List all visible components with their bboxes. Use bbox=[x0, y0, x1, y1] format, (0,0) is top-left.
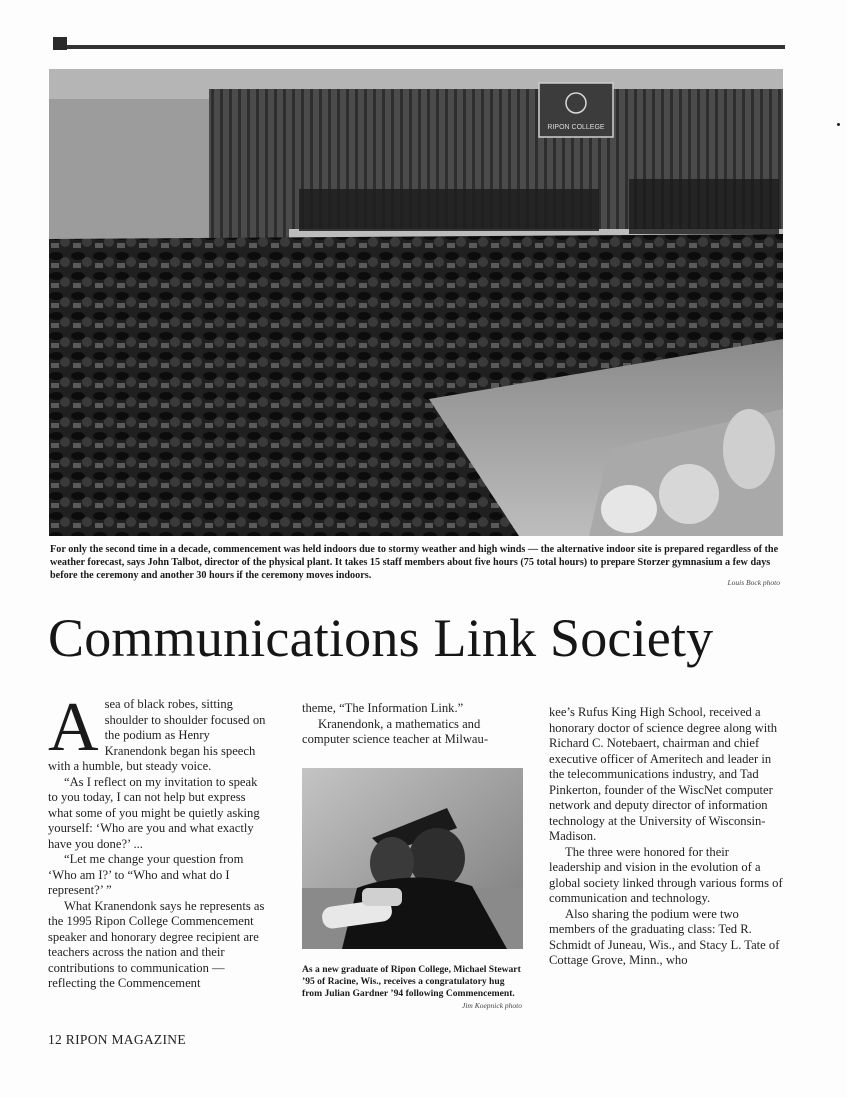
paragraph: Also sharing the podium were two members of the graduating class: Ted R. Schmidt of Juneau, Wis., and Stacy L. Tate of Cottage Grove, Minn., who bbox=[549, 906, 780, 967]
graduate-hug-photo bbox=[302, 768, 523, 949]
page-speck bbox=[837, 123, 840, 126]
paragraph: “Let me change your question from ‘Who am I?’ to “Who and what do I represent?’ ” bbox=[48, 852, 244, 897]
paragraph: The three were honored for their leadership and vision in the evolution of a global society linked through various forms of communication and technology. bbox=[549, 844, 783, 905]
article-headline: Communications Link Society bbox=[48, 608, 714, 668]
paragraph: Kranendonk, a mathematics and computer science teacher at Milwau- bbox=[302, 716, 489, 746]
publication-name: RIPON MAGAZINE bbox=[65, 1032, 186, 1047]
header-rule-square bbox=[53, 37, 67, 50]
banner-text: RIPON COLLEGE bbox=[547, 124, 605, 131]
article-column-3 bbox=[549, 705, 783, 969]
article-column-2 bbox=[302, 701, 524, 748]
commencement-photo bbox=[49, 69, 783, 536]
paragraph bbox=[48, 689, 270, 775]
paragraph: theme, “The Information Link.” bbox=[302, 701, 464, 715]
page-footer bbox=[48, 1032, 186, 1048]
small-photo-caption: As a new graduate of Ripon College, Michael Stewart ’95 of Racine, Wis., receives a congratulatory hug from Julian Gardner ’94 following Commencement. bbox=[302, 964, 521, 999]
header-rule-line bbox=[67, 45, 785, 49]
paragraph: What Kranendonk says he represents as the 1995 Ripon College Commencement speaker and honorary degree recipient are teachers across the nation and their contributions to communication — reflecting the Commencement bbox=[48, 898, 265, 990]
drop-cap: A bbox=[48, 689, 99, 766]
small-photo-credit: Jim Koepnick photo bbox=[462, 1001, 522, 1010]
page-number: 12 bbox=[48, 1032, 63, 1047]
main-photo-credit: Louis Bock photo bbox=[727, 578, 780, 587]
paragraph-text: sea of black robes, sitting shoulder to shoulder focused on the podium as Henry Kranendonk began his speech with a humble, but steady voice. bbox=[48, 697, 266, 773]
paragraph: kee’s Rufus King High School, received a honorary doctor of science degree along with Richard C. Notebaert, chairman and chief executive officer of Ameritech and leader in the telecommunications industry, and Tad Pinkerton, founder of the WiscNet computer network and deputy director of information technology at the University of Wisconsin-Madison. bbox=[549, 705, 777, 843]
paragraph: “As I reflect on my invitation to speak to you today, I can not help but express what some of you might be quietly asking yourself: ‘Who are you and what exactly have you done?’ ... bbox=[48, 774, 260, 851]
article-column-1 bbox=[48, 689, 270, 992]
main-photo-caption: For only the second time in a decade, commencement was held indoors due to stormy weather and high winds — the alternative indoor site is prepared regardless of the weather forecast, says John Talbot, director of the physical plant. It takes 15 staff members about five hours (75 total hours) to prepare Storzer gymnasium a few days before the ceremony and another 30 hours if the ceremony moves indoors. bbox=[50, 544, 779, 581]
